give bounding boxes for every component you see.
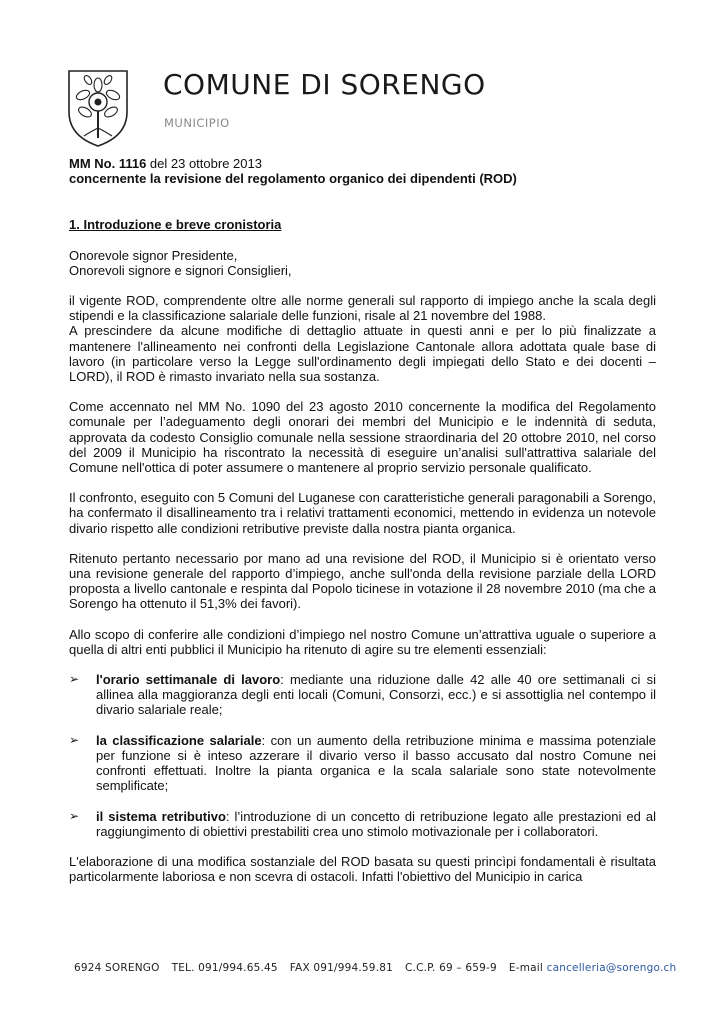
bullet-list [69, 672, 656, 839]
list-item-label: l'orario settimanale di lavoro [96, 672, 281, 688]
list-item [69, 672, 656, 718]
paragraph: Allo scopo di conferire alle condizioni d’impiego nel nostro Comune un’attrattiva uguale o superiore a quella di altri enti pubblici il Municipio ha ritenuto di agire su tre elementi essenziali: [69, 626, 656, 657]
paragraph: L'elaborazione di una modifica sostanziale del ROD basata su questi princìpi fondamentali è risultata particolarmente laboriosa e non scevra di ostacoli. Infatti l'obiettivo del Municipio in carica [69, 853, 656, 885]
footer-postal-account: C.C.P. 69 – 659-9 [405, 962, 497, 974]
municipality-name: COMUNE DI SORENGO [163, 68, 486, 101]
message-reference [69, 156, 656, 171]
message-date: del 23 ottobre 2013 [146, 156, 262, 171]
paragraph: A prescindere da alcune modifiche di dettaglio attuate in questi anni e per lo più finalizzate a mantenere l'allineamento nei confronti della Legislazione Cantonale allora adottata quale base di lavoro (in particolare verso la Legge sull'ordinamento degli impiegati dello Stato e dei docenti – LORD), il ROD è rimasto invariato nella sua sostanza. [69, 323, 656, 385]
list-item-label: la classificazione salariale [96, 732, 262, 748]
arrow-bullet-icon: ➢ [69, 672, 80, 687]
list-item-text: : con un aumento della retribuzione minima e massima potenziale per funzione si è inteso azzerare il divario verso il basso accusato dal nostro Comune nei confronti effettuati. Inoltre la pianta organica e la scala salariale sono state notevolmente semplificate; [96, 732, 656, 794]
footer-phone: TEL. 091/994.65.45 [171, 962, 278, 974]
message-number: MM No. 1116 [69, 156, 147, 171]
list-item [69, 733, 656, 794]
salutation-line: Onorevole signor Presidente, [69, 247, 238, 263]
footer-email-link[interactable]: cancelleria@sorengo.ch [546, 962, 677, 974]
message-subject: concernente la revisione del regolamento organico dei dipendenti (ROD) [69, 171, 517, 187]
paragraph: Come accennato nel MM No. 1090 del 23 agosto 2010 concernente la modifica del Regolamento comunale per l’adeguamento degli onorari dei membri del Municipio e le indennità di seduta, approvata da codesto Consiglio comunale nella sessione straordinaria del 20 ottobre 2010, nel corso del 2009 il Municipio ha riscontrato la necessità di eseguire un’analisi sull'attrattiva salariale del Comune nell'ottica di poter assumere o mantenere al proprio servizio personale qualificato. [69, 399, 656, 476]
footer-fax: FAX 091/994.59.81 [289, 962, 393, 974]
arrow-bullet-icon: ➢ [69, 808, 80, 823]
paragraph: Il confronto, eseguito con 5 Comuni del Luganese con caratteristiche generali paragonabili a Sorengo, ha confermato il disallineamento tra i relativi trattamenti economici, mettendo in evidenza un notevole divario rispetto alle condizioni retributive previste dalla nostra pianta organica. [69, 490, 656, 536]
list-item [69, 809, 656, 839]
paragraph: Ritenuto pertanto necessario por mano ad una revisione del ROD, il Municipio si è orientato verso una revisione generale del rapporto d’impiego, anche sull'onda della revisione parziale della LORD proposta a livello cantonale e respinta dal Popolo ticinese in votazione il 28 novembre 2010 (ma che a Sorengo ha ottenuto il 51,3% dei favori). [69, 550, 656, 612]
section-heading: 1. Introduzione e breve cronistoria [69, 217, 282, 233]
footer-email-label: E-mail [508, 962, 547, 974]
list-item-label: il sistema retributivo [96, 808, 226, 824]
municipality-department: MUNICIPIO [164, 116, 230, 130]
list-item-text: : l’introduzione di un concetto di retribuzione legato alle prestazioni ed al raggiungimento di obiettivi prestabiliti crea uno stimolo motivazionale per i collaboratori. [96, 808, 656, 839]
list-item-text: : mediante una riduzione dalle 42 alle 40 ore settimanali ci si allinea alla maggioranza degli enti locali (Comuni, Consorzi, ecc.) e si assottiglia nel contempo il divario salariale reale; [96, 672, 657, 718]
footer-address: 6924 SORENGO [74, 962, 160, 974]
document-body [69, 156, 656, 884]
arrow-bullet-icon: ➢ [69, 732, 80, 747]
salutation-line: Onorevoli signore e signori Consiglieri, [69, 262, 292, 278]
page-footer [74, 962, 676, 974]
paragraph: il vigente ROD, comprendente oltre alle norme generali sul rapporto di impiego anche la scala degli stipendi e la classificazione salariale delle funzioni, risale al 21 novembre del 1988. [69, 293, 656, 324]
municipal-crest-logo [66, 68, 130, 148]
